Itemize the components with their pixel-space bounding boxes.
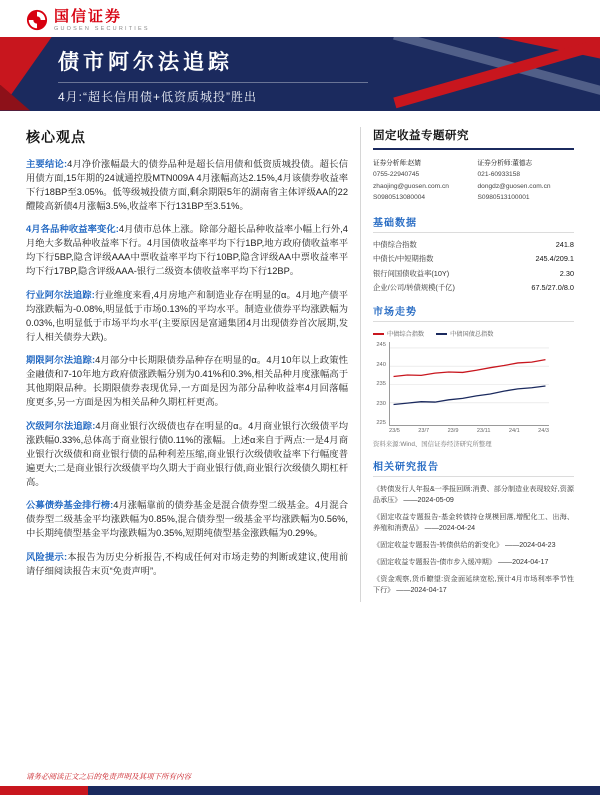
y-tick: 240 bbox=[376, 361, 386, 368]
report-item-date: ——2024-04-17 bbox=[396, 586, 447, 595]
paragraph-lead: 期限阿尔法追踪: bbox=[26, 355, 96, 365]
y-tick: 230 bbox=[376, 400, 386, 407]
core-views-title: 核心观点 bbox=[26, 128, 86, 145]
y-tick: 235 bbox=[376, 381, 386, 388]
report-item-date: ——2024-04-23 bbox=[505, 541, 556, 550]
x-tick: 23/11 bbox=[476, 428, 491, 435]
market-chart bbox=[373, 342, 574, 426]
data-value: 245.4/209.1 bbox=[535, 254, 574, 264]
data-row bbox=[373, 269, 574, 279]
footer-disclaimer: 请务必阅读正文之后的免责声明及其项下所有内容 bbox=[26, 772, 191, 781]
legend-item bbox=[436, 329, 493, 338]
legend-label: 中债国债总指数 bbox=[450, 331, 494, 339]
x-tick: 23/9 bbox=[447, 428, 459, 435]
brand-name: 国信证券 bbox=[54, 8, 123, 25]
related-report-item bbox=[373, 512, 574, 534]
paragraph-body: 4月商业银行次级债也存在明显的α。4月商业银行次级债平均涨跌幅0.33%,总体高于商业银行债0.11%的涨幅。上述α来自于两点:一是4月商业银行次级债和商业银行债的品种利差压缩,商业银行次级债收益率下行幅度普遍更大;二是商业银行次级债平均久期大于商业银行债,商业银行次级债久期杠杆高。 bbox=[26, 420, 348, 487]
analyst-role-name: 证券分析师:董德志 bbox=[477, 159, 533, 167]
paragraph-fund-ranking bbox=[26, 498, 348, 540]
paragraph-lead: 主要结论: bbox=[26, 158, 68, 169]
chart-y-axis-labels bbox=[373, 342, 389, 426]
report-body bbox=[0, 111, 600, 603]
analyst-email: dongdz@guosen.com.cn bbox=[477, 182, 551, 190]
guosen-logo bbox=[26, 9, 600, 32]
report-subtitle: 4月:“超长信用债+低资质城投”胜出 bbox=[58, 89, 258, 104]
chart-x-axis-labels bbox=[389, 428, 549, 434]
analyst-cert: S0980513080004 bbox=[373, 194, 426, 202]
report-item-title: 《转债发行人年报&一季报回顾:消费、部分制造业表现较好,资源品承压》 bbox=[373, 485, 574, 505]
market-trend-title: 市场走势 bbox=[373, 303, 574, 322]
paragraph-body: 4月债市总体上涨。除部分超长品种收益率小幅上行外,4月绝大多数品种收益率下行。4月国债收益率平均下行1BP,地方政府债收益率平均下行5BP,隐含评级AAA中票收益率平均下行10BP,隐含评级AA中票收益率平均下行17BP,隐含评级AAA-银行二级资本债收益率平均下行12BP。 bbox=[26, 224, 348, 277]
data-label: 中债长/中短期指数 bbox=[373, 254, 434, 264]
data-value: 241.8 bbox=[555, 239, 574, 249]
paragraph-body: 本报告为历史分析报告,不构成任何对市场走势的判断或建议,使用前请仔细阅读报告末页“免责声明”。 bbox=[26, 551, 348, 576]
related-report-item bbox=[373, 484, 574, 506]
paragraph-industry-alpha bbox=[26, 288, 348, 345]
report-category: 固定收益专题研究 bbox=[373, 127, 574, 150]
chart-legend bbox=[373, 329, 574, 338]
footer-bar bbox=[0, 786, 600, 795]
banner-divider bbox=[58, 82, 368, 83]
paragraph-lead: 次级阿尔法追踪: bbox=[26, 420, 96, 431]
related-report-item bbox=[373, 574, 574, 596]
paragraph-body: 4月净价涨幅最大的债券品种是超长信用债和低资质城投债。超长信用债方面,15年期的24诚通控股MTN009A 4月涨幅高达2.15%,4月该债券收益率下行18BP至3.05%。低等级城投债方面,剩余期限5年的湖南省主体评级AA的22醴陵高新债4月涨幅3.5%,收益率下行131BP至3.51%。 bbox=[26, 158, 348, 211]
analyst-phone: 0755-22940745 bbox=[373, 171, 420, 179]
data-value: 2.30 bbox=[559, 268, 574, 278]
x-tick: 23/5 bbox=[389, 428, 400, 435]
report-item-title: 《固定收益专题报告-转债供给的新变化》 bbox=[373, 541, 504, 550]
analyst-card bbox=[478, 158, 575, 204]
y-tick: 225 bbox=[376, 420, 386, 427]
data-label: 企业/公司/转债规模(千亿) bbox=[373, 283, 455, 293]
legend-swatch-red bbox=[373, 333, 384, 335]
brand-text bbox=[54, 9, 150, 32]
paragraph-lead: 行业阿尔法追踪: bbox=[26, 289, 95, 300]
title-banner bbox=[0, 37, 600, 111]
report-item-date: ——2024-04-17 bbox=[497, 558, 549, 567]
legend-label: 中债综合指数 bbox=[387, 331, 425, 339]
report-item-title: 《资金观察,货币瞭望:资金面延续宽松,预计4月市场利率季节性下行》 bbox=[373, 575, 574, 595]
paragraph-conclusion bbox=[26, 157, 348, 214]
report-item-date: ——2024-04-24 bbox=[424, 524, 476, 533]
analyst-email: zhaojing@guosen.com.cn bbox=[373, 182, 449, 190]
data-label: 银行间国债收益率(10Y) bbox=[373, 268, 450, 278]
paragraph-body: 行业维度来看,4月房地产和制造业存在明显的α。4月地产债平均涨跌幅为-0.08%,明显低于市场0.13%的平均水平。制造业债券平均涨跌幅为0.03%,也明显低于市场平均水平(主要原因是富通集团4月出现债券首次展期,发行人相关债券大跌)。 bbox=[26, 289, 348, 342]
sidebar-column bbox=[360, 127, 574, 603]
related-reports-title: 相关研究报告 bbox=[373, 458, 574, 477]
related-report-item bbox=[373, 540, 574, 551]
report-title: 债市阿尔法追踪 bbox=[58, 50, 233, 74]
data-label: 中债综合指数 bbox=[373, 239, 417, 249]
data-row bbox=[373, 240, 574, 250]
x-tick: 24/1 bbox=[508, 428, 520, 435]
paragraph-lead: 公募债券基金排行榜: bbox=[26, 500, 114, 511]
report-item-title: 《固定收益专题报告-债市步入缓冲期》 bbox=[373, 558, 496, 567]
brand-bar bbox=[0, 0, 600, 37]
core-views-column bbox=[26, 127, 360, 603]
market-chart-svg bbox=[389, 342, 549, 426]
x-tick: 24/3 bbox=[538, 428, 549, 435]
report-item-date: ——2024-05-09 bbox=[403, 496, 454, 505]
paragraph-lead: 风险提示: bbox=[26, 551, 68, 562]
analyst-cert: S0980513100001 bbox=[477, 194, 530, 202]
analyst-card bbox=[373, 158, 470, 204]
chart-source-note: 资料来源:Wind、国信证券经济研究所整理 bbox=[373, 441, 492, 449]
footer-bar-red bbox=[0, 786, 88, 795]
banner-content bbox=[58, 46, 368, 105]
guosen-logo-icon bbox=[26, 9, 48, 31]
brand-name-en: GUOSEN SECURITIES bbox=[54, 25, 150, 32]
paragraph-risk-warning bbox=[26, 550, 348, 578]
data-row bbox=[373, 254, 574, 264]
paragraph-body: 4月涨幅靠前的债券基金是混合债券型二级基金。4月混合债券型二级基金平均涨跌幅为0.85%,混合债券型一级基金平均涨跌幅为0.56%,中长期纯债型基金平均涨跌幅为0.35%,短期纯债型基金涨跌幅为0.29%。 bbox=[26, 500, 348, 539]
data-row bbox=[373, 283, 574, 293]
analyst-role-name: 证券分析师:赵婧 bbox=[373, 159, 421, 167]
legend-item bbox=[373, 329, 424, 338]
analyst-phone: 021-60933158 bbox=[477, 171, 521, 179]
paragraph-subordinated-alpha bbox=[26, 419, 348, 490]
footer-bar-navy bbox=[88, 786, 600, 795]
y-tick: 245 bbox=[376, 342, 386, 349]
paragraph-body: 4月部分中长期限债券品种存在明显的α。4月10年以上政策性金融债和7-10年地方政府债涨跌幅分别为0.41%和0.3%,相关品种月度涨幅高于其他期限品种。长期限债券表现优异,一方面是因为部分品种收益率4月回落幅度更多,另一方面是因为相关品种久期杠杆更高。 bbox=[26, 355, 348, 408]
paragraph-lead: 4月各品种收益率变化: bbox=[26, 224, 119, 234]
paragraph-yield-change bbox=[26, 222, 348, 279]
analyst-block bbox=[373, 158, 574, 204]
x-tick: 23/7 bbox=[418, 428, 430, 435]
paragraph-term-alpha bbox=[26, 353, 348, 410]
data-value: 67.5/27.0/8.0 bbox=[531, 283, 574, 293]
report-item-title: 《固定收益专题报告-基金转债持仓规模回落,增配化工、出海、养殖和消费品》 bbox=[373, 513, 574, 533]
basic-data-title: 基础数据 bbox=[373, 214, 574, 233]
legend-swatch-navy bbox=[436, 333, 447, 335]
related-report-item bbox=[373, 557, 574, 568]
